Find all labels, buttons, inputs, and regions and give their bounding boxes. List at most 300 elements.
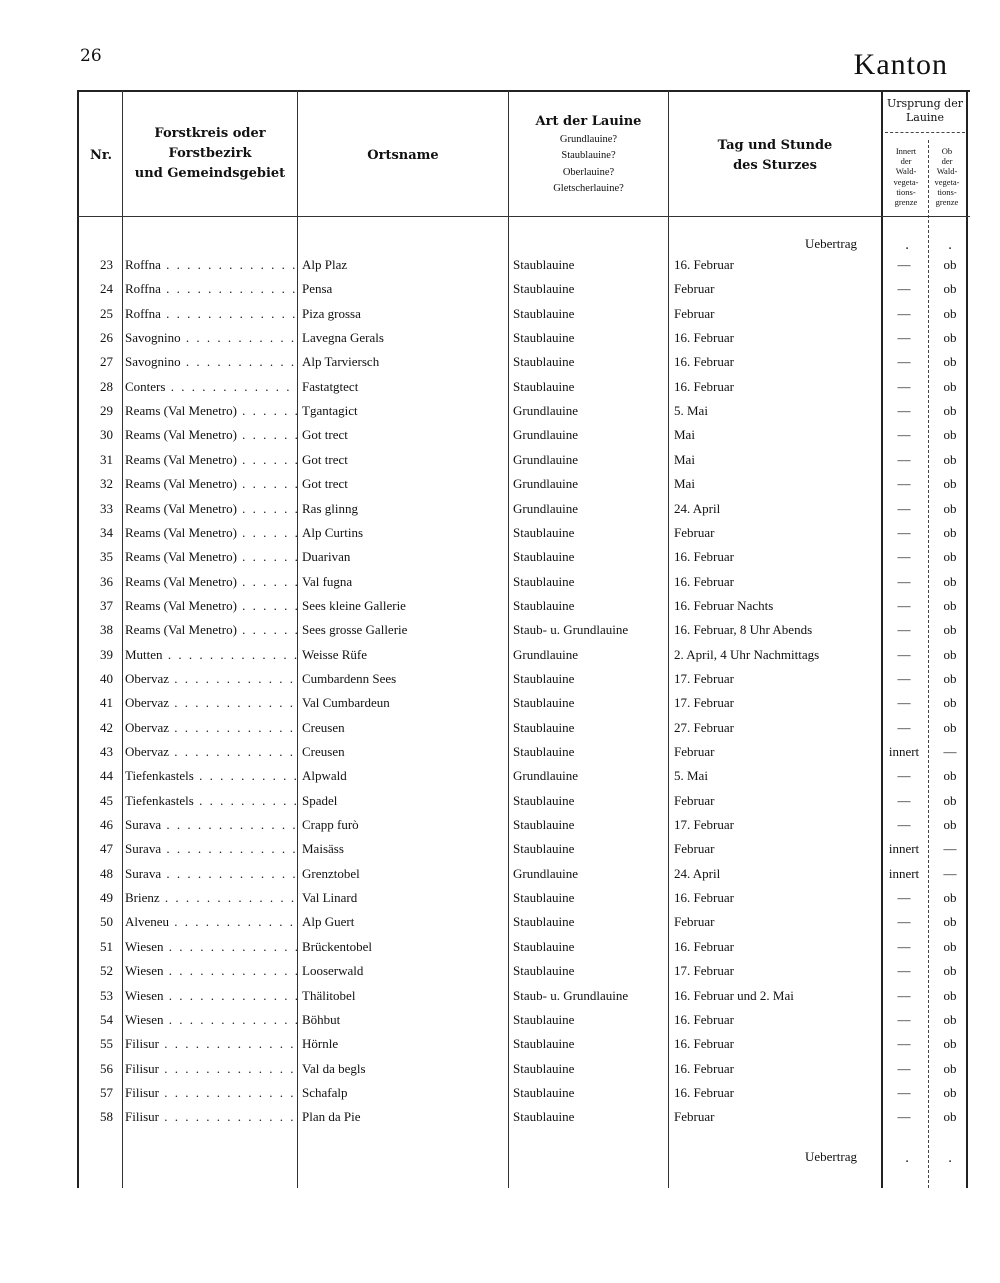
header-art-option: Grundlauine? <box>559 134 618 146</box>
row-ob: ob <box>943 501 957 516</box>
row-nr: 51 <box>100 939 113 954</box>
table-row <box>77 936 970 958</box>
table-row <box>77 498 970 520</box>
row-forstkreis: Conters . . . <box>125 376 297 398</box>
row-innert: — <box>897 768 911 783</box>
row-innert: — <box>897 1061 911 1076</box>
row-art: Staublauine <box>513 914 575 929</box>
row-forstkreis: Tiefenkastels . . . <box>125 790 297 812</box>
row-art: Staublauine <box>513 1085 575 1100</box>
row-ob: ob <box>943 1012 957 1027</box>
row-ortsname: Sees kleine Gallerie <box>302 598 406 613</box>
row-ortsname: Thälitobel <box>302 988 356 1003</box>
row-art: Staublauine <box>513 1012 575 1027</box>
row-innert: — <box>897 720 911 735</box>
table-row <box>77 838 970 860</box>
row-ob: — <box>943 841 957 856</box>
row-ortsname: Val da begls <box>302 1061 366 1076</box>
row-ortsname: Piza grossa <box>302 306 361 321</box>
row-ortsname: Alp Curtins <box>302 525 364 540</box>
row-art: Staublauine <box>513 525 575 540</box>
row-ortsname: Alp Guert <box>302 914 355 929</box>
header-ursprung-split <box>885 132 965 133</box>
row-forstkreis: Surava . . . <box>125 838 297 860</box>
row-nr: 45 <box>100 793 113 808</box>
row-ortsname: Got trect <box>302 427 348 442</box>
row-tag: 17. Februar <box>674 671 734 686</box>
row-nr: 36 <box>100 574 113 589</box>
row-forstkreis: Reams (Val Menetro) . . . <box>125 424 297 446</box>
row-art: Staublauine <box>513 744 575 759</box>
row-forstkreis: Wiesen . . . <box>125 936 297 958</box>
row-innert: — <box>897 1036 911 1051</box>
row-tag: 16. Februar <box>674 1085 734 1100</box>
row-nr: 38 <box>100 622 113 637</box>
row-tag: 16. Februar <box>674 939 734 954</box>
table-row <box>77 985 970 1007</box>
row-nr: 25 <box>100 306 113 321</box>
row-innert: — <box>897 330 911 345</box>
row-tag: 16. Februar <box>674 330 734 345</box>
row-art: Grundlauine <box>513 647 578 662</box>
row-forstkreis: Surava . . . <box>125 814 297 836</box>
row-nr: 26 <box>100 330 113 345</box>
header-tag-line: Tag und Stunde <box>717 138 833 153</box>
row-nr: 33 <box>100 501 113 516</box>
row-nr: 34 <box>100 525 113 540</box>
row-tag: 17. Februar <box>674 695 734 710</box>
row-art: Staublauine <box>513 1036 575 1051</box>
row-innert: — <box>897 939 911 954</box>
row-innert: — <box>897 817 911 832</box>
table-row <box>77 449 970 471</box>
row-innert: — <box>897 476 911 491</box>
row-nr: 43 <box>100 744 113 759</box>
row-innert: — <box>897 695 911 710</box>
row-art: Staublauine <box>513 671 575 686</box>
row-ortsname: Grenztobel <box>302 866 360 881</box>
carry-forward-bottom: Uebertrag <box>805 1149 857 1164</box>
row-forstkreis: Reams (Val Menetro) . . . <box>125 595 297 617</box>
row-tag: 24. April <box>674 866 721 881</box>
row-nr: 55 <box>100 1036 113 1051</box>
row-forstkreis: Obervaz . . . <box>125 692 297 714</box>
row-nr: 35 <box>100 549 113 564</box>
row-innert: — <box>897 914 911 929</box>
table-row <box>77 911 970 933</box>
row-art: Staublauine <box>513 281 575 296</box>
row-innert: — <box>897 1109 911 1124</box>
row-innert: — <box>897 281 911 296</box>
table-row <box>77 619 970 641</box>
row-tag: Mai <box>674 452 695 467</box>
row-ortsname: Creusen <box>302 744 345 759</box>
header-tag <box>670 136 880 176</box>
row-nr: 40 <box>100 671 113 686</box>
row-nr: 23 <box>100 257 113 272</box>
row-tag: Februar <box>674 306 715 321</box>
row-forstkreis: Reams (Val Menetro) . . . <box>125 400 297 422</box>
row-tag: 16. Februar <box>674 354 734 369</box>
row-nr: 27 <box>100 354 113 369</box>
table-row <box>77 960 970 982</box>
row-art: Grundlauine <box>513 866 578 881</box>
row-ob: ob <box>943 1109 957 1124</box>
header-art-option: Gletscherlauine? <box>553 182 624 194</box>
row-innert: — <box>897 890 911 905</box>
row-innert: — <box>897 622 911 637</box>
table-row <box>77 668 970 690</box>
row-ob: ob <box>943 1061 957 1076</box>
header-art-option: Staublauine? <box>561 150 616 162</box>
row-forstkreis: Alveneu . . . <box>125 911 297 933</box>
row-forstkreis: Tiefenkastels . . . <box>125 765 297 787</box>
row-nr: 39 <box>100 647 113 662</box>
table-row <box>77 692 970 714</box>
row-ob: ob <box>943 549 957 564</box>
row-tag: 16. Februar, 8 Uhr Abends <box>674 622 813 637</box>
table-row <box>77 717 970 739</box>
row-art: Grundlauine <box>513 768 578 783</box>
row-tag: Februar <box>674 914 715 929</box>
table-row <box>77 1009 970 1031</box>
header-forstkreis-line: und Gemeindsgebiet <box>134 166 286 182</box>
header-innert-line: tions- <box>896 186 916 197</box>
row-forstkreis: Filisur . . . <box>125 1082 297 1104</box>
row-tag: 2. April, 4 Uhr Nachmittags <box>674 647 820 662</box>
header-ob-line: Ob <box>941 146 953 156</box>
row-innert: — <box>897 598 911 613</box>
header-forstkreis-line: Forstkreis oder <box>154 126 266 141</box>
carry-forward-mark: . <box>905 238 910 253</box>
table-row <box>77 1106 970 1128</box>
row-ob: ob <box>943 379 957 394</box>
row-ob: ob <box>943 403 957 418</box>
header-innert-line: Innert <box>895 146 917 156</box>
row-art: Staublauine <box>513 939 575 954</box>
page-header: Kanton <box>853 48 948 81</box>
row-innert: innert <box>888 841 920 856</box>
row-innert: innert <box>888 744 920 759</box>
row-ob: ob <box>943 622 957 637</box>
row-art: Staublauine <box>513 330 575 345</box>
row-innert: — <box>897 793 911 808</box>
row-nr: 31 <box>100 452 113 467</box>
row-ob: ob <box>943 452 957 467</box>
row-nr: 52 <box>100 963 113 978</box>
table-row <box>77 400 970 422</box>
row-tag: 5. Mai <box>674 403 708 418</box>
row-ob: ob <box>943 306 957 321</box>
row-ob: ob <box>943 988 957 1003</box>
header-ob-line: Wald- <box>936 166 958 177</box>
row-art: Staublauine <box>513 793 575 808</box>
carry-forward-top: Uebertrag <box>805 236 857 251</box>
row-innert: — <box>897 427 911 442</box>
row-art: Staublauine <box>513 257 575 272</box>
row-ob: ob <box>943 890 957 905</box>
row-ortsname: Lavegna Gerals <box>302 330 384 345</box>
row-nr: 24 <box>100 281 113 296</box>
row-innert: — <box>897 403 911 418</box>
row-forstkreis: Wiesen . . . <box>125 985 297 1007</box>
row-ortsname: Spadel <box>302 793 338 808</box>
header-innert-line: vegeta- <box>893 176 919 187</box>
row-tag: 27. Februar <box>674 720 734 735</box>
table-row <box>77 278 970 300</box>
row-forstkreis: Reams (Val Menetro) . . . <box>125 571 297 593</box>
row-innert: — <box>897 574 911 589</box>
row-forstkreis: Reams (Val Menetro) . . . <box>125 619 297 641</box>
row-art: Staub- u. Grundlauine <box>513 622 629 637</box>
row-art: Staublauine <box>513 306 575 321</box>
row-forstkreis: Filisur . . . <box>125 1058 297 1080</box>
row-forstkreis: Filisur . . . <box>125 1033 297 1055</box>
row-tag: 17. Februar <box>674 963 734 978</box>
row-innert: — <box>897 257 911 272</box>
row-forstkreis: Obervaz . . . <box>125 741 297 763</box>
table-row <box>77 571 970 593</box>
row-innert: — <box>897 1085 911 1100</box>
row-forstkreis: Reams (Val Menetro) . . . <box>125 449 297 471</box>
page-number: 26 <box>80 46 102 66</box>
row-art: Grundlauine <box>513 452 578 467</box>
row-art: Grundlauine <box>513 427 578 442</box>
table-row <box>77 327 970 349</box>
header-ob-line: grenze <box>935 196 959 207</box>
row-ob: ob <box>943 647 957 662</box>
row-art: Staublauine <box>513 574 575 589</box>
row-ortsname: Fastatgtect <box>302 379 359 394</box>
row-nr: 58 <box>100 1109 113 1124</box>
row-ortsname: Plan da Pie <box>302 1109 361 1124</box>
header-ursprung-line: Ursprung der <box>887 97 963 110</box>
row-innert: — <box>897 306 911 321</box>
row-nr: 53 <box>100 988 113 1003</box>
row-forstkreis: Roffna . . . <box>125 278 297 300</box>
row-nr: 47 <box>100 841 113 856</box>
row-forstkreis: Wiesen . . . <box>125 960 297 982</box>
row-innert: — <box>897 963 911 978</box>
header-ob-line: der <box>941 156 953 167</box>
row-ortsname: Maisäss <box>302 841 344 856</box>
row-forstkreis: Surava . . . <box>125 863 297 885</box>
row-ortsname: Alpwald <box>302 768 347 783</box>
row-tag: 5. Mai <box>674 768 708 783</box>
row-ortsname: Brückentobel <box>302 939 373 954</box>
row-ob: ob <box>943 695 957 710</box>
table-row <box>77 424 970 446</box>
row-innert: — <box>897 452 911 467</box>
row-forstkreis: Obervaz . . . <box>125 717 297 739</box>
row-forstkreis: Savognino . . . <box>125 327 297 349</box>
row-tag: 16. Februar <box>674 890 734 905</box>
row-nr: 50 <box>100 914 113 929</box>
row-tag: Mai <box>674 476 695 491</box>
row-tag: Februar <box>674 841 715 856</box>
header-art-title: Art der Lauine <box>535 114 642 129</box>
row-ob: ob <box>943 963 957 978</box>
header-ob <box>927 146 967 207</box>
row-tag: 16. Februar <box>674 257 734 272</box>
row-ortsname: Got trect <box>302 452 348 467</box>
row-nr: 54 <box>100 1012 113 1027</box>
row-forstkreis: Mutten . . . <box>125 644 297 666</box>
row-forstkreis: Reams (Val Menetro) . . . <box>125 546 297 568</box>
row-innert: — <box>897 379 911 394</box>
row-innert: — <box>897 549 911 564</box>
row-art: Grundlauine <box>513 403 578 418</box>
table-top-border <box>77 90 970 92</box>
row-ob: ob <box>943 476 957 491</box>
row-forstkreis: Roffna . . . <box>125 303 297 325</box>
row-ortsname: Pensa <box>302 281 333 296</box>
row-nr: 46 <box>100 817 113 832</box>
row-ortsname: Alp Plaz <box>302 257 348 272</box>
row-tag: 16. Februar <box>674 1061 734 1076</box>
header-ortsname: Ortsname <box>367 148 439 163</box>
row-art: Staub- u. Grundlauine <box>513 988 629 1003</box>
row-tag: 16. Februar <box>674 549 734 564</box>
header-tag-line: des Sturzes <box>733 158 817 174</box>
table-row <box>77 254 970 276</box>
table-row <box>77 765 970 787</box>
header-forstkreis <box>124 124 296 184</box>
row-tag: 16. Februar <box>674 574 734 589</box>
table-row <box>77 351 970 373</box>
row-innert: — <box>897 1012 911 1027</box>
row-art: Staublauine <box>513 890 575 905</box>
row-tag: Februar <box>674 281 715 296</box>
header-innert-line: Wald- <box>895 166 917 177</box>
row-nr: 42 <box>100 720 113 735</box>
row-ortsname: Sees grosse Gallerie <box>302 622 408 637</box>
row-art: Staublauine <box>513 817 575 832</box>
row-ob: — <box>943 866 957 881</box>
row-tag: 24. April <box>674 501 721 516</box>
row-nr: 32 <box>100 476 113 491</box>
row-ortsname: Looserwald <box>302 963 364 978</box>
row-art: Staublauine <box>513 379 575 394</box>
row-ortsname: Weisse Rüfe <box>302 647 368 662</box>
table-row <box>77 546 970 568</box>
row-forstkreis: Brienz . . . <box>125 887 297 909</box>
header-innert-line: grenze <box>894 196 918 207</box>
row-forstkreis: Filisur . . . <box>125 1106 297 1128</box>
row-tag: 16. Februar <box>674 379 734 394</box>
row-nr: 57 <box>100 1085 113 1100</box>
table-row <box>77 1082 970 1104</box>
table-row <box>77 522 970 544</box>
row-ortsname: Duarivan <box>302 549 351 564</box>
row-nr: 48 <box>100 866 113 881</box>
table-row <box>77 814 970 836</box>
row-innert: — <box>897 647 911 662</box>
row-tag: Februar <box>674 1109 715 1124</box>
table-row <box>77 887 970 909</box>
row-art: Grundlauine <box>513 501 578 516</box>
header-ursprung <box>883 97 967 125</box>
header-forstkreis-line: Forstbezirk <box>168 146 252 162</box>
table-row <box>77 1033 970 1055</box>
table-row <box>77 741 970 763</box>
header-rule <box>77 216 970 217</box>
row-nr: 28 <box>100 379 113 394</box>
row-ob: ob <box>943 939 957 954</box>
table-row <box>77 376 970 398</box>
row-ob: ob <box>943 330 957 345</box>
row-nr: 41 <box>100 695 113 710</box>
carry-forward-mark: . <box>948 238 953 253</box>
row-art: Staublauine <box>513 695 575 710</box>
row-tag: 16. Februar <box>674 1036 734 1051</box>
table-row <box>77 1058 970 1080</box>
carry-forward-mark: . <box>905 1151 910 1166</box>
row-ob: ob <box>943 281 957 296</box>
row-tag: Februar <box>674 793 715 808</box>
table-row <box>77 644 970 666</box>
row-art: Grundlauine <box>513 476 578 491</box>
row-art: Staublauine <box>513 549 575 564</box>
header-art <box>510 112 667 197</box>
row-art: Staublauine <box>513 1109 575 1124</box>
header-nr: Nr. <box>89 148 113 163</box>
row-innert: — <box>897 671 911 686</box>
row-ortsname: Crapp furò <box>302 817 359 832</box>
row-ob: ob <box>943 354 957 369</box>
row-art: Staublauine <box>513 963 575 978</box>
header-innert-line: der <box>900 156 912 167</box>
row-ob: ob <box>943 427 957 442</box>
row-art: Staublauine <box>513 720 575 735</box>
row-ob: ob <box>943 817 957 832</box>
row-forstkreis: Reams (Val Menetro) . . . <box>125 498 297 520</box>
row-art: Staublauine <box>513 1061 575 1076</box>
row-tag: Februar <box>674 525 715 540</box>
row-ortsname: Val Cumbardeun <box>302 695 390 710</box>
row-ortsname: Val Linard <box>302 890 358 905</box>
row-nr: 37 <box>100 598 113 613</box>
row-tag: 17. Februar <box>674 817 734 832</box>
row-ob: — <box>943 744 957 759</box>
row-ob: ob <box>943 257 957 272</box>
row-ortsname: Hörnle <box>302 1036 339 1051</box>
row-innert: — <box>897 501 911 516</box>
row-innert: — <box>897 354 911 369</box>
row-ob: ob <box>943 574 957 589</box>
row-ortsname: Creusen <box>302 720 345 735</box>
row-ortsname: Tgantagict <box>302 403 358 418</box>
row-ortsname: Böhbut <box>302 1012 341 1027</box>
row-nr: 30 <box>100 427 113 442</box>
header-ob-line: tions- <box>937 186 957 197</box>
table-row <box>77 303 970 325</box>
row-ob: ob <box>943 525 957 540</box>
row-innert: innert <box>888 866 920 881</box>
row-ortsname: Schafalp <box>302 1085 348 1100</box>
row-nr: 56 <box>100 1061 113 1076</box>
header-art-option: Oberlauine? <box>562 166 615 178</box>
table-row <box>77 595 970 617</box>
row-tag: 16. Februar <box>674 1012 734 1027</box>
row-innert: — <box>897 525 911 540</box>
table-row <box>77 863 970 885</box>
row-ob: ob <box>943 1036 957 1051</box>
carry-forward-mark: . <box>948 1151 953 1166</box>
row-tag: Februar <box>674 744 715 759</box>
row-ob: ob <box>943 793 957 808</box>
row-ob: ob <box>943 671 957 686</box>
